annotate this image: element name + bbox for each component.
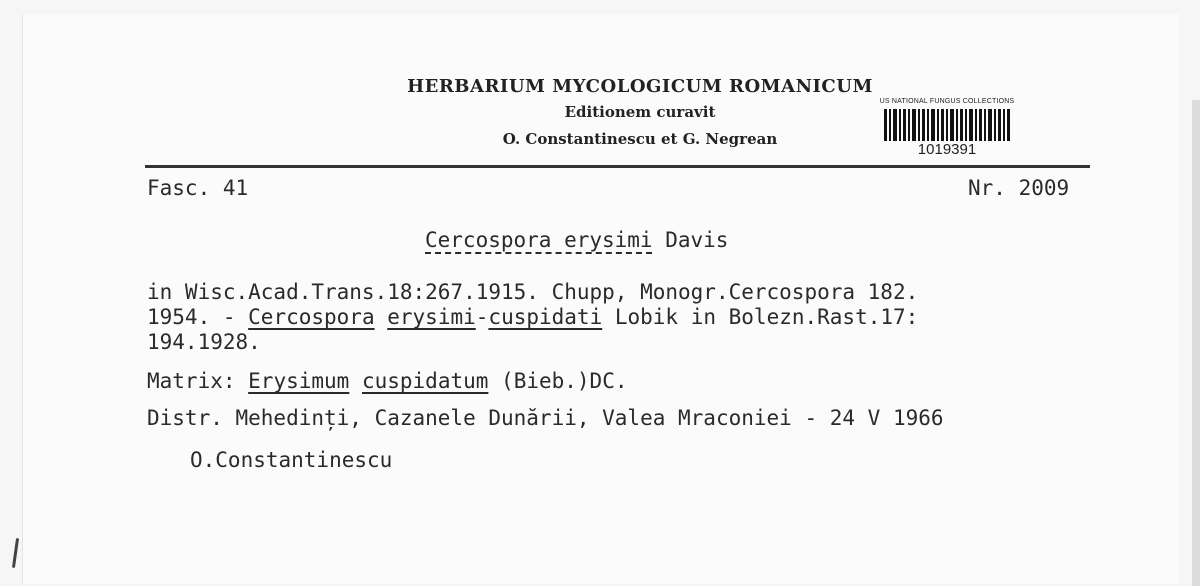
barcode-number: 1019391 <box>917 141 977 158</box>
card-edge-shadow <box>1192 100 1200 586</box>
matrix-label: Matrix: <box>147 369 249 393</box>
distribution-line: Distr. Mehedinți, Cazanele Dunării, Valea Mraconiei - 24 V 1966 <box>147 406 944 430</box>
matrix-author: (Bieb.)DC. <box>488 369 628 393</box>
exsiccata-number: Nr. 2009 <box>968 176 1070 200</box>
synonym-epithet-a: erysimi <box>387 305 476 329</box>
editors-names: O. Constantinescu et G. Negrean <box>502 130 778 148</box>
editors-intro: Editionem curavit <box>564 103 716 121</box>
barcode-sticker <box>872 98 1022 162</box>
reference-line-2-prefix: 1954. - <box>147 305 249 329</box>
barcode-collection: US NATIONAL FUNGUS COLLECTIONS <box>879 98 1015 105</box>
matrix-epithet: cuspidatum <box>361 369 489 393</box>
species-author: Davis <box>665 228 729 252</box>
species-name <box>425 228 728 252</box>
reference-line-3: 194.1928. <box>147 330 261 354</box>
barcode-icon <box>882 109 1012 141</box>
reference-line-2-suffix: Lobik in Bolezn.Rast.17: <box>602 305 919 329</box>
synonym-epithet-b: cuspidati <box>488 305 603 329</box>
edge-mark <box>12 538 19 568</box>
species-binomial: Cercospora erysimi <box>425 228 653 252</box>
collector-name: O.Constantinescu <box>190 448 393 472</box>
reference-line-2 <box>147 305 918 329</box>
header-rule <box>145 165 1090 168</box>
reference-line-1: in Wisc.Acad.Trans.18:267.1915. Chupp, Monogr.Cercospora 182. <box>147 280 919 304</box>
matrix-line <box>147 369 627 393</box>
matrix-genus: Erysimum <box>248 369 350 393</box>
fascicle-number: Fasc. 41 <box>147 176 249 200</box>
synonym-genus: Cercospora <box>248 305 375 329</box>
synonym-separator: - <box>475 305 489 329</box>
series-title: HERBARIUM MYCOLOGICUM ROMANICUM <box>407 76 873 97</box>
